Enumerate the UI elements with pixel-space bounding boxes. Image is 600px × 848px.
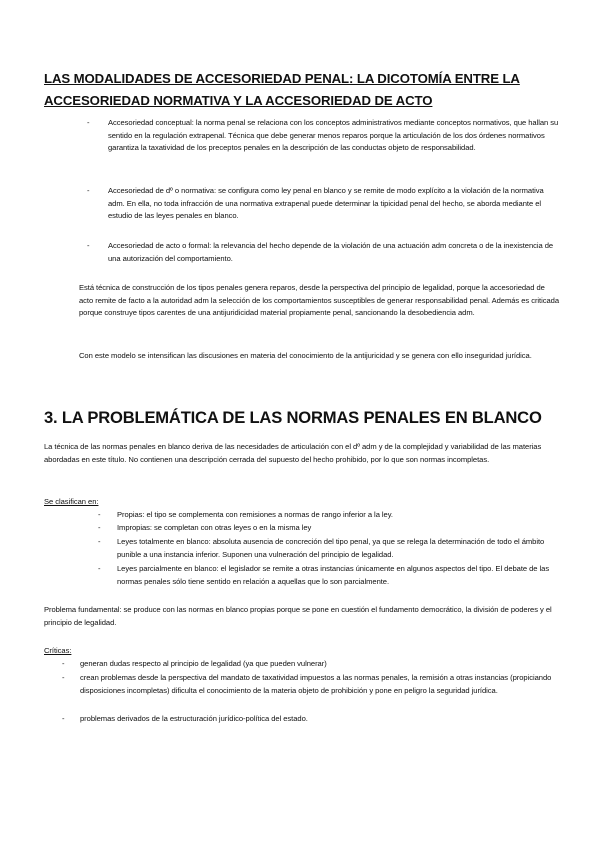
paragraph-problema-fundamental: Problema fundamental: se produce con las normas en blanco propias porque se pone en cuestión el fundamento democrático, la división de poderes y el principio de legalidad.: [44, 605, 552, 627]
paragraph-intro-normas-blanco: La técnica de las normas penales en blanco deriva de las necesidades de articulación con el dº adm y de la complejidad y variabilidad de las materias abordadas en este título. No contienen una descripción cerrada del supuesto del hecho prohibido, por lo que son normas incompletas.: [44, 442, 542, 464]
bullet-dash: -: [62, 673, 65, 682]
critica-text: crean problemas desde la perspectiva del mandato de taxatividad impuestos a las normas penales, la remisión a otras instancias (propiciando disposiciones incompletas) dificulta el conocimiento de la materia objeto de prohibición y pone en peligro la seguridad jurídica.: [80, 673, 552, 695]
criticas-label: Críticas:: [44, 646, 72, 655]
section-2-heading: LAS MODALIDADES DE ACCESORIEDAD PENAL: LA DICOTOMÍA ENTRE LA ACCESORIEDAD NORMATIVA Y LA ACCESORIEDAD DE ACTO: [44, 71, 520, 108]
critica-text: problemas derivados de la estructuración jurídico-política del estado.: [80, 714, 308, 723]
class-text: Impropias: se completan con otras leyes o en la misma ley: [117, 523, 312, 532]
bullet-dash: -: [62, 659, 65, 668]
paragraph-acto-critica: Está técnica de construcción de los tipos penales genera reparos, desde la perspectiva del principio de legalidad, porque la accesoriedad de acto remite de facto a la autoridad adm la selección de los comportamientos susceptibles de generar responsabilidad penal. Además es criticada porque construye tipos carentes de una antijuridicidad material propiamente penal, sancionando la desobediencia adm.: [79, 283, 560, 318]
bullet-dash: -: [87, 186, 90, 195]
bullet-dash: -: [98, 537, 101, 546]
bullet-dash: -: [62, 714, 65, 723]
class-text: Leyes totalmente en blanco: absoluta ausencia de concreción del tipo penal, ya que se relega la determinación de todo el ámbito punible a una instancia inferior. Suponen una vulneración del principio de legalidad.: [117, 537, 545, 559]
bullet-dash: -: [87, 118, 90, 127]
bullet-text: Accesoriedad conceptual: la norma penal se relaciona con los conceptos administrativos mediante conceptos normativos, que hallan su sentido en la regulación extrapenal. Técnica que debe generar menos reparos porque la articulación de los dos órdenes normativos garantiza la taxatividad de los preceptos penales en la descripción de las conductas objeto de responsabilidad.: [108, 118, 559, 153]
classify-label: Se clasifican en:: [44, 497, 99, 506]
class-text: Leyes parcialmente en blanco: el legislador se remite a otras instancias únicamente en algunos aspectos del tipo. El debate de las normas penales sólo tiene sentido en relación a aquellas que lo son parcialmente.: [117, 564, 550, 586]
class-text: Propias: el tipo se complementa con remisiones a normas de rango inferior a la ley.: [117, 510, 393, 519]
section-3-heading: 3. LA PROBLEMÁTICA DE LAS NORMAS PENALES EN BLANCO: [44, 408, 542, 427]
bullet-dash: -: [98, 564, 101, 573]
bullet-text: Accesoriedad de acto o formal: la relevancia del hecho depende de la violación de una actuación adm concreta o de la inexistencia de una autorización del comportamiento.: [108, 241, 554, 263]
bullet-dash: -: [98, 510, 101, 519]
bullet-dash: -: [98, 523, 101, 532]
critica-text: generan dudas respecto al principio de legalidad (ya que pueden vulnerar): [80, 659, 327, 668]
paragraph-modelo: Con este modelo se intensifican las discusiones en materia del conocimiento de la antijuricidad y se genera con ello inseguridad jurídica.: [79, 351, 532, 360]
bullet-text: Accesoriedad de dº o normativa: se configura como ley penal en blanco y se remite de modo explícito a la violación de la normativa adm. En ella, no toda infracción de una normativa extrapenal puede determinar la tipicidad penal del hecho, se aborda mediante el estudio de las leyes penales en blanco.: [108, 186, 544, 221]
bullet-dash: -: [87, 241, 90, 250]
